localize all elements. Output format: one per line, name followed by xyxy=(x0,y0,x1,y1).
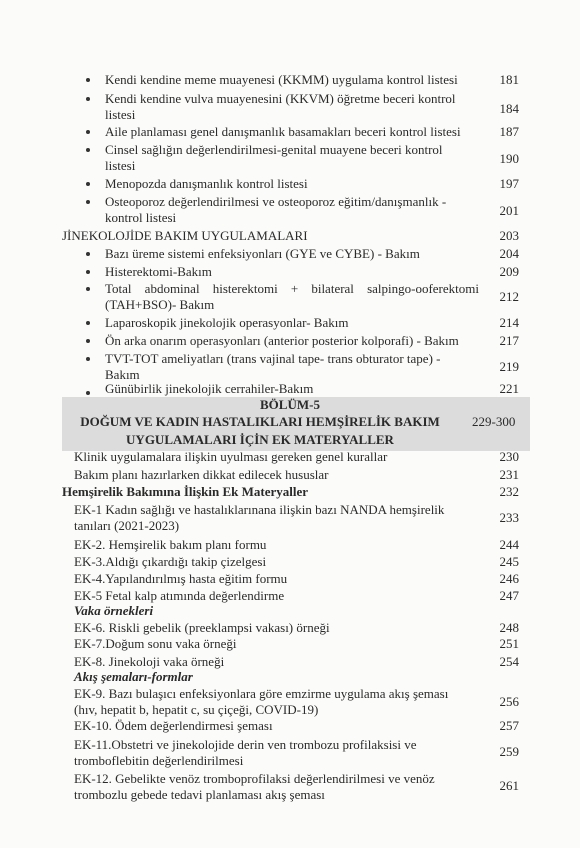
chapter-title-line1: DOĞUM VE KADIN HASTALIKLARI HEMŞİRELİK BAKIM xyxy=(80,414,440,429)
entry-text: EK-4.Yapılandırılmış hasta eğitim formu xyxy=(74,571,288,586)
toc-entry xyxy=(74,636,519,652)
toc-entry xyxy=(105,351,479,383)
chapter-title-line2: UYGULAMALARI İÇİN EK MATERYALLER xyxy=(126,432,394,447)
bullet-icon xyxy=(86,200,90,204)
entry-page: 209 xyxy=(499,264,519,279)
entry-text: EK-11.Obstetri ve jinekolojide derin ven trombozu profilaksisi ve xyxy=(74,737,417,752)
entry-page: 221 xyxy=(499,381,519,396)
entry-page: 204 xyxy=(499,246,519,261)
toc-entry xyxy=(105,72,519,88)
vaka-heading: Vaka örnekleri xyxy=(74,603,154,618)
toc-entry xyxy=(105,194,485,226)
entry-text: Laparoskopik jinekolojik operasyonlar- Bakım xyxy=(105,315,349,330)
entry-text: Ön arka onarım operasyonları (anterior posterior kolporafi) - Bakım xyxy=(105,333,459,348)
entry-page: 247 xyxy=(499,588,519,603)
entry-text: listesi xyxy=(105,107,136,122)
entry-page: 219 xyxy=(499,359,519,374)
entry-page: 246 xyxy=(499,571,519,586)
section-title: JİNEKOLOJİDE BAKIM UYGULAMALARI xyxy=(62,228,308,243)
entry-page: 251 xyxy=(499,636,519,651)
toc-entry xyxy=(105,124,519,140)
akis-heading: Akış şemaları-formlar xyxy=(74,669,193,684)
entry-page: 181 xyxy=(499,72,519,87)
toc-entry xyxy=(74,449,519,465)
entry-text: Kendi kendine meme muayenesi (KKMM) uygulama kontrol listesi xyxy=(105,72,458,87)
entry-page: 254 xyxy=(499,654,519,669)
bullet-icon xyxy=(86,148,90,152)
section-heading xyxy=(62,228,519,244)
subsection-heading xyxy=(62,484,519,500)
toc-entry xyxy=(105,381,519,397)
entry-text: EK-6. Riskli gebelik (preeklampsi vakası) örneği xyxy=(74,620,330,635)
entry-page: 212 xyxy=(499,289,519,304)
bullet-icon xyxy=(86,182,90,186)
subsection-title: Hemşirelik Bakımına İlişkin Ek Materyaller xyxy=(62,484,309,499)
entry-text: EK-1 Kadın sağlığı ve hastalıklarınana ilişkin bazı NANDA hemşirelik xyxy=(74,502,445,517)
toc-entry xyxy=(74,571,519,587)
entry-page: 259 xyxy=(499,744,519,759)
entry-text: EK-8. Jinekoloji vaka örneği xyxy=(74,654,225,669)
bullet-icon xyxy=(86,287,90,291)
entry-text: tromboflebitin değerlendirilmesi xyxy=(74,753,244,768)
entry-text: Osteoporoz değerlendirilmesi ve osteoporoz eğitim/danışmanlık - xyxy=(105,194,447,209)
entry-text: TVT-TOT ameliyatları (trans vajinal tape- trans obturator tape) - xyxy=(105,351,441,366)
toc-entry xyxy=(105,246,519,262)
toc-entry xyxy=(74,686,474,718)
entry-page: 214 xyxy=(499,315,519,330)
entry-page: 245 xyxy=(499,554,519,569)
entry-text: EK-12. Gebelikte venöz tromboprofilaksi değerlendirilmesi ve venöz xyxy=(74,771,435,786)
toc-entry xyxy=(105,333,519,349)
toc-entry xyxy=(105,176,519,192)
bullet-icon xyxy=(86,97,90,101)
entry-text: EK-5 Fetal kalp atımında değerlendirme xyxy=(74,588,285,603)
entry-text: trombozlu gebede tedavi planlaması akış şeması xyxy=(74,787,325,802)
entry-text: tanıları (2021-2023) xyxy=(74,518,180,533)
entry-text: (TAH+BSO)- Bakım xyxy=(105,297,215,312)
entry-text: EK-10. Ödem değerlendirmesi şeması xyxy=(74,718,273,733)
entry-page: 230 xyxy=(499,449,519,464)
entry-page: 203 xyxy=(499,228,519,243)
entry-text: EK-2. Hemşirelik bakım planı formu xyxy=(74,537,267,552)
entry-text: Bazı üreme sistemi enfeksiyonları (GYE ve CYBE) - Bakım xyxy=(105,246,420,261)
entry-text: Aile planlaması genel danışmanlık basamakları beceri kontrol listesi xyxy=(105,124,461,139)
entry-page: 231 xyxy=(499,467,519,482)
entry-text: listesi xyxy=(105,158,136,173)
entry-text: Bakım planı hazırlarken dikkat edilecek hususlar xyxy=(74,467,329,482)
chapter-page-range: 229-300 xyxy=(472,414,516,429)
bullet-icon xyxy=(86,270,90,274)
entry-page: 201 xyxy=(499,203,519,218)
toc-entry xyxy=(74,620,519,636)
bullet-icon xyxy=(86,321,90,325)
bullet-icon xyxy=(86,252,90,256)
entry-page: 248 xyxy=(499,620,519,635)
entry-text: Günübirlik jinekolojik cerrahiler-Bakım xyxy=(105,381,314,396)
toc-entry xyxy=(74,537,519,553)
entry-text: Menopozda danışmanlık kontrol listesi xyxy=(105,176,308,191)
entry-page: 261 xyxy=(499,778,519,793)
entry-text: Bakım xyxy=(105,367,140,382)
entry-page: 190 xyxy=(499,151,519,166)
entry-page: 197 xyxy=(499,176,519,191)
entry-text: Histerektomi-Bakım xyxy=(105,264,212,279)
toc-entry xyxy=(74,737,474,769)
bullet-icon xyxy=(86,130,90,134)
entry-text: Kendi kendine vulva muayenesini (KKVM) öğretme beceri kontrol xyxy=(105,91,456,106)
toc-entry xyxy=(74,467,519,483)
entry-page: 187 xyxy=(499,124,519,139)
toc-entry xyxy=(74,654,519,670)
toc-entry xyxy=(74,502,474,534)
entry-page: 244 xyxy=(499,537,519,552)
toc-entry xyxy=(74,718,519,734)
entry-page: 232 xyxy=(499,484,519,499)
entry-text: Cinsel sağlığın değerlendirilmesi-genital muayene beceri kontrol xyxy=(105,142,443,157)
entry-text: EK-3.Aldığı çıkardığı takip çizelgesi xyxy=(74,554,267,569)
entry-page: 184 xyxy=(499,101,519,116)
entry-text: (hıv, hepatit b, hepatit c, su çiçeği, COVID-19) xyxy=(74,702,319,717)
bullet-icon xyxy=(86,339,90,343)
bullet-icon xyxy=(86,357,90,361)
entry-text: Total abdominal histerektomi + bilateral salpingo-ooferektomi xyxy=(105,281,479,296)
toc-entry xyxy=(74,554,519,570)
toc-entry xyxy=(74,771,474,803)
toc-entry xyxy=(105,142,485,174)
bullet-icon xyxy=(86,391,90,395)
toc-entry xyxy=(105,281,479,313)
entry-text: Klinik uygulamalara ilişkin uyulması gereken genel kurallar xyxy=(74,449,388,464)
toc-entry xyxy=(105,315,519,331)
entry-text: EK-7.Doğum sonu vaka örneği xyxy=(74,636,237,651)
entry-text: EK-9. Bazı bulaşıcı enfeksiyonlara göre emzirme uygulama akış şeması xyxy=(74,686,449,701)
toc-entry xyxy=(74,588,519,604)
entry-page: 257 xyxy=(499,718,519,733)
entry-text: kontrol listesi xyxy=(105,210,177,225)
entry-page: 233 xyxy=(499,510,519,525)
entry-page: 217 xyxy=(499,333,519,348)
entry-page: 256 xyxy=(499,694,519,709)
toc-entry xyxy=(105,91,485,123)
toc-entry xyxy=(105,264,519,280)
bullet-icon xyxy=(86,78,90,82)
chapter-label: BÖLÜM-5 xyxy=(260,397,320,412)
